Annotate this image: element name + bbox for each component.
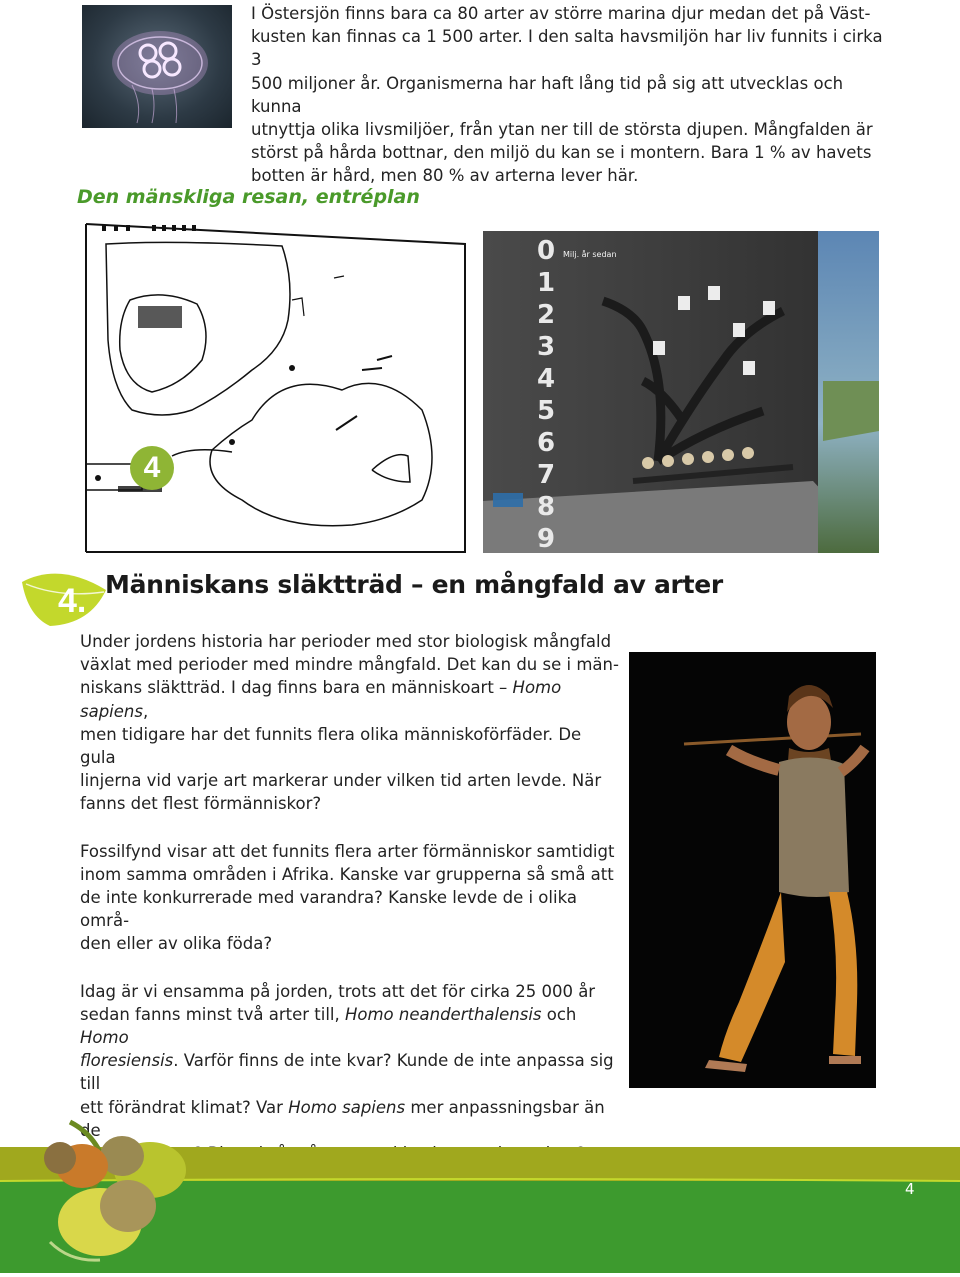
early-human-reconstruction-photo <box>629 652 876 1088</box>
intro-line: störst på hårda bottnar, den miljö du kan se i montern. Bara 1 % av havets <box>251 143 872 163</box>
text-line: men tidigare har det funnits flera olika människoförfäder. De gula <box>80 724 582 768</box>
scale-number: 4 <box>537 364 556 394</box>
species-name: floresiensis <box>80 1051 174 1071</box>
scale-number: 2 <box>537 300 556 330</box>
intro-line: I Östersjön finns bara ca 80 arter av större marina djur medan det på Väst- <box>251 4 871 23</box>
text-line: sedan fanns minst två arter till, <box>80 1004 345 1024</box>
text-line: Idag är vi ensamma på jorden, trots att det för cirka 25 000 år <box>80 981 596 1001</box>
scale-number: 0 <box>537 236 556 266</box>
body-paragraph-1 <box>80 630 620 816</box>
floor-plan-marker-4: 4 <box>130 446 174 490</box>
species-name: Homo sapiens <box>288 1097 406 1117</box>
text-line: växlat med perioder med mindre mångfald. Det kan du se i män- <box>80 655 619 675</box>
text-line: fanns det flest förmänniskor? <box>80 794 322 814</box>
page-number: 4 <box>905 1180 915 1198</box>
text-line: de inte konkurrerade med varandra? Kanske levde de i olika områ- <box>80 888 577 931</box>
scale-number: 7 <box>537 460 556 490</box>
text-line: . Varför finns de inte kvar? Kunde de inte anpassa sig till <box>80 1051 614 1094</box>
text-line: ett förändrat klimat? Var <box>80 1097 289 1117</box>
body-paragraph-2 <box>80 840 620 956</box>
exhibit-scale-label: Milj. år sedan <box>563 250 617 259</box>
intro-paragraph <box>251 2 891 188</box>
text-line: och <box>541 1004 577 1024</box>
floor-plan-map <box>82 220 468 554</box>
text-line: inom samma områden i Afrika. Kanske var grupperna så små att <box>80 864 614 884</box>
family-tree-exhibit-photo <box>483 231 879 553</box>
intro-line: utnyttja olika livsmiljöer, från ytan ner till de största djupen. Mångfalden är <box>251 120 873 140</box>
text-line: mer anpassningsbar än de <box>80 1097 605 1140</box>
intro-line: 500 miljoner år. Organismerna har haft lång tid på sig att utvecklas och kunna <box>251 73 844 116</box>
intro-line: botten är hård, men 80 % av arterna lever här. <box>251 166 639 186</box>
section-number: 4. <box>58 582 87 620</box>
text-line: den eller av olika föda? <box>80 934 273 954</box>
section-number-leaf <box>20 568 110 630</box>
scale-number: 5 <box>537 396 556 426</box>
acorns-illustration <box>30 1112 200 1273</box>
text-line: Under jordens historia har perioder med stor biologisk mångfald <box>80 632 612 651</box>
species-name: Homo <box>80 1028 129 1048</box>
scale-number: 1 <box>537 268 556 298</box>
scale-number: 8 <box>537 492 556 522</box>
text-line: , <box>142 701 149 721</box>
jellyfish-photo <box>82 5 232 128</box>
intro-line: kusten kan finnas ca 1 500 arter. I den salta havsmiljön har liv funnits i cirka 3 <box>251 27 883 70</box>
text-line: niskans släktträd. I dag finns bara en människoart – <box>80 678 513 698</box>
text-line: linjerna vid varje art markerar under vilken tid arten levde. När <box>80 771 602 791</box>
section-heading: Människans släktträd – en mångfald av arter <box>105 570 723 599</box>
species-name: Homo neanderthalensis <box>344 1004 542 1024</box>
scale-number: 3 <box>537 332 556 362</box>
floor-plan-title: Den mänskliga resan, entréplan <box>77 186 420 208</box>
scale-number: 6 <box>537 428 556 458</box>
species-name: Homo sapiens <box>80 678 562 721</box>
scale-number: 9 <box>537 524 556 553</box>
text-line: Fossilfynd visar att det funnits flera arter förmänniskor samtidigt <box>80 841 615 861</box>
